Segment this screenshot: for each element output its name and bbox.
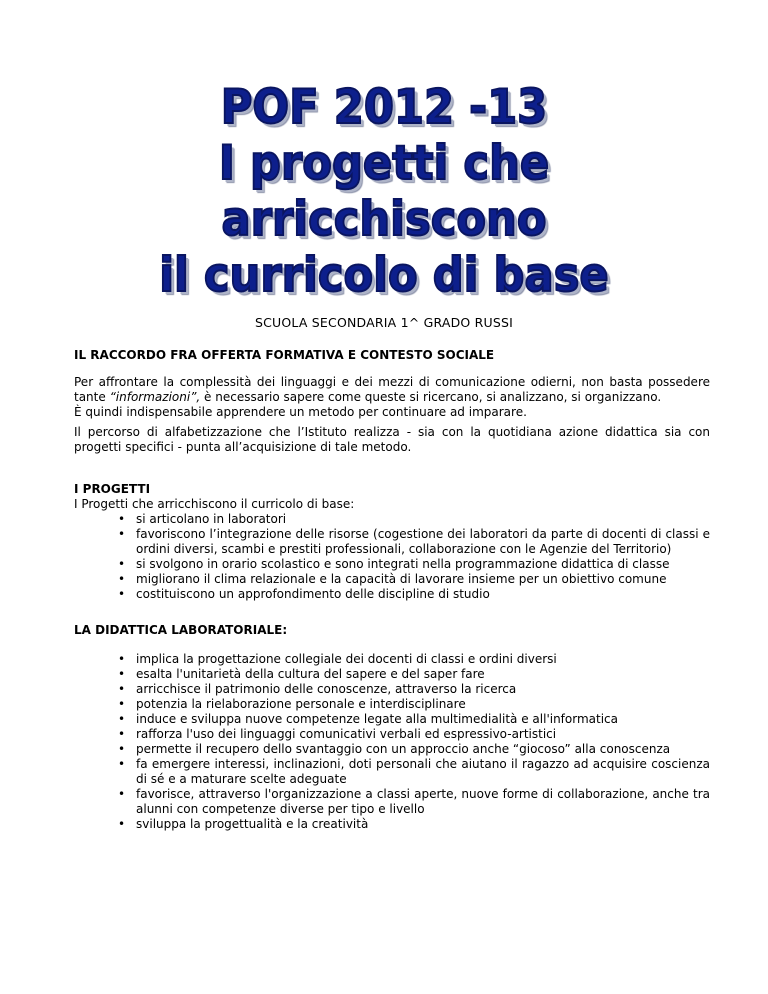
- document-title: [0, 80, 768, 304]
- title-line-3: arricchiscono: [221, 192, 547, 247]
- list-item: • migliorano il clima relazionale e la capacità di lavorare insieme per un obiettivo comune: [118, 572, 667, 586]
- bullet-icon: •: [118, 527, 126, 541]
- bullet-icon: •: [118, 697, 126, 711]
- didattica-list: [118, 652, 710, 832]
- list-item: • sviluppa la progettualità e la creatività: [118, 817, 369, 831]
- title-line-1: POF 2012 -13: [220, 80, 548, 135]
- paragraph-intro-italic: “informazioni”,: [109, 390, 201, 404]
- section-heading-didattica: LA DIDATTICA LABORATORIALE:: [74, 623, 288, 637]
- list-item: • potenzia la rielaborazione personale e interdisciplinare: [118, 697, 466, 711]
- bullet-icon: •: [118, 742, 126, 756]
- list-item: • favoriscono l’integrazione delle risorse (cogestione dei laboratori da parte di docenti di classi e ordini diversi, scambi e prestiti professionali, collaborazione con le Agenzie del Territorio): [118, 527, 710, 556]
- title-line-4: il curricolo di base: [159, 248, 609, 303]
- list-item: • si svolgono in orario scolastico e sono integrati nella programmazione didattica di classe: [118, 557, 670, 571]
- bullet-icon: •: [118, 557, 126, 571]
- paragraph-percorso: Il percorso di alfabetizzazione che l’Istituto realizza - sia con la quotidiana azione didattica sia con progetti specifici - punta all’acquisizione di tale metodo.: [74, 425, 710, 454]
- bullet-icon: •: [118, 682, 126, 696]
- title-line-2: I progetti che: [218, 136, 550, 191]
- list-item: • si articolano in laboratori: [118, 512, 287, 526]
- list-item: • implica la progettazione collegiale dei docenti di classi e ordini diversi: [118, 652, 557, 666]
- bullet-icon: •: [118, 667, 126, 681]
- section-raccordo: [74, 348, 710, 455]
- list-item: • arricchisce il patrimonio delle conoscenze, attraverso la ricerca: [118, 682, 517, 696]
- progetti-intro: I Progetti che arricchiscono il curricolo di base:: [74, 497, 355, 511]
- school-name: SCUOLA SECONDARIA 1^ GRADO RUSSI: [254, 315, 514, 330]
- paragraph-intro-text-a: Per affrontare la complessità dei linguaggi e dei mezzi di comunicazione odierni, non basta possedere tante: [74, 375, 710, 404]
- list-item: • costituiscono un approfondimento delle discipline di studio: [118, 587, 490, 601]
- section-heading-raccordo: IL RACCORDO FRA OFFERTA FORMATIVA E CONTESTO SOCIALE: [74, 348, 495, 362]
- list-item: • esalta l'unitarietà della cultura del sapere e del saper fare: [118, 667, 485, 681]
- bullet-icon: •: [118, 757, 126, 771]
- paragraph-intro-text-b: è necessario sapere come queste si ricercano, si analizzano, si organizzano.: [200, 390, 662, 404]
- list-item: • permette il recupero dello svantaggio con un approccio anche “giocoso” alla conoscenza: [118, 742, 671, 756]
- bullet-icon: •: [118, 652, 126, 666]
- paragraph-metodo: È quindi indispensabile apprendere un metodo per continuare ad imparare.: [74, 405, 527, 419]
- section-progetti: [74, 482, 710, 602]
- section-didattica: [74, 623, 710, 832]
- section-heading-progetti: I PROGETTI: [74, 482, 151, 496]
- bullet-icon: •: [118, 787, 126, 801]
- list-item: • induce e sviluppa nuove competenze legate alla multimedialità e all'informatica: [118, 712, 618, 726]
- list-item: • rafforza l'uso dei linguaggi comunicativi verbali ed espressivo-artistici: [118, 727, 557, 741]
- bullet-icon: •: [118, 727, 126, 741]
- list-item: • fa emergere interessi, inclinazioni, doti personali che aiutano il ragazzo ad acquisire coscienza di sé e a maturare scelte adeguate: [118, 757, 710, 786]
- bullet-icon: •: [118, 587, 126, 601]
- paragraph-intro: [74, 375, 710, 405]
- progetti-list: [118, 512, 710, 602]
- bullet-icon: •: [118, 512, 126, 526]
- bullet-icon: •: [118, 817, 126, 831]
- list-item: • favorisce, attraverso l'organizzazione a classi aperte, nuove forme di collaborazione, anche tra alunni con competenze diverse per tipo e livello: [118, 787, 710, 816]
- bullet-icon: •: [118, 712, 126, 726]
- bullet-icon: •: [118, 572, 126, 586]
